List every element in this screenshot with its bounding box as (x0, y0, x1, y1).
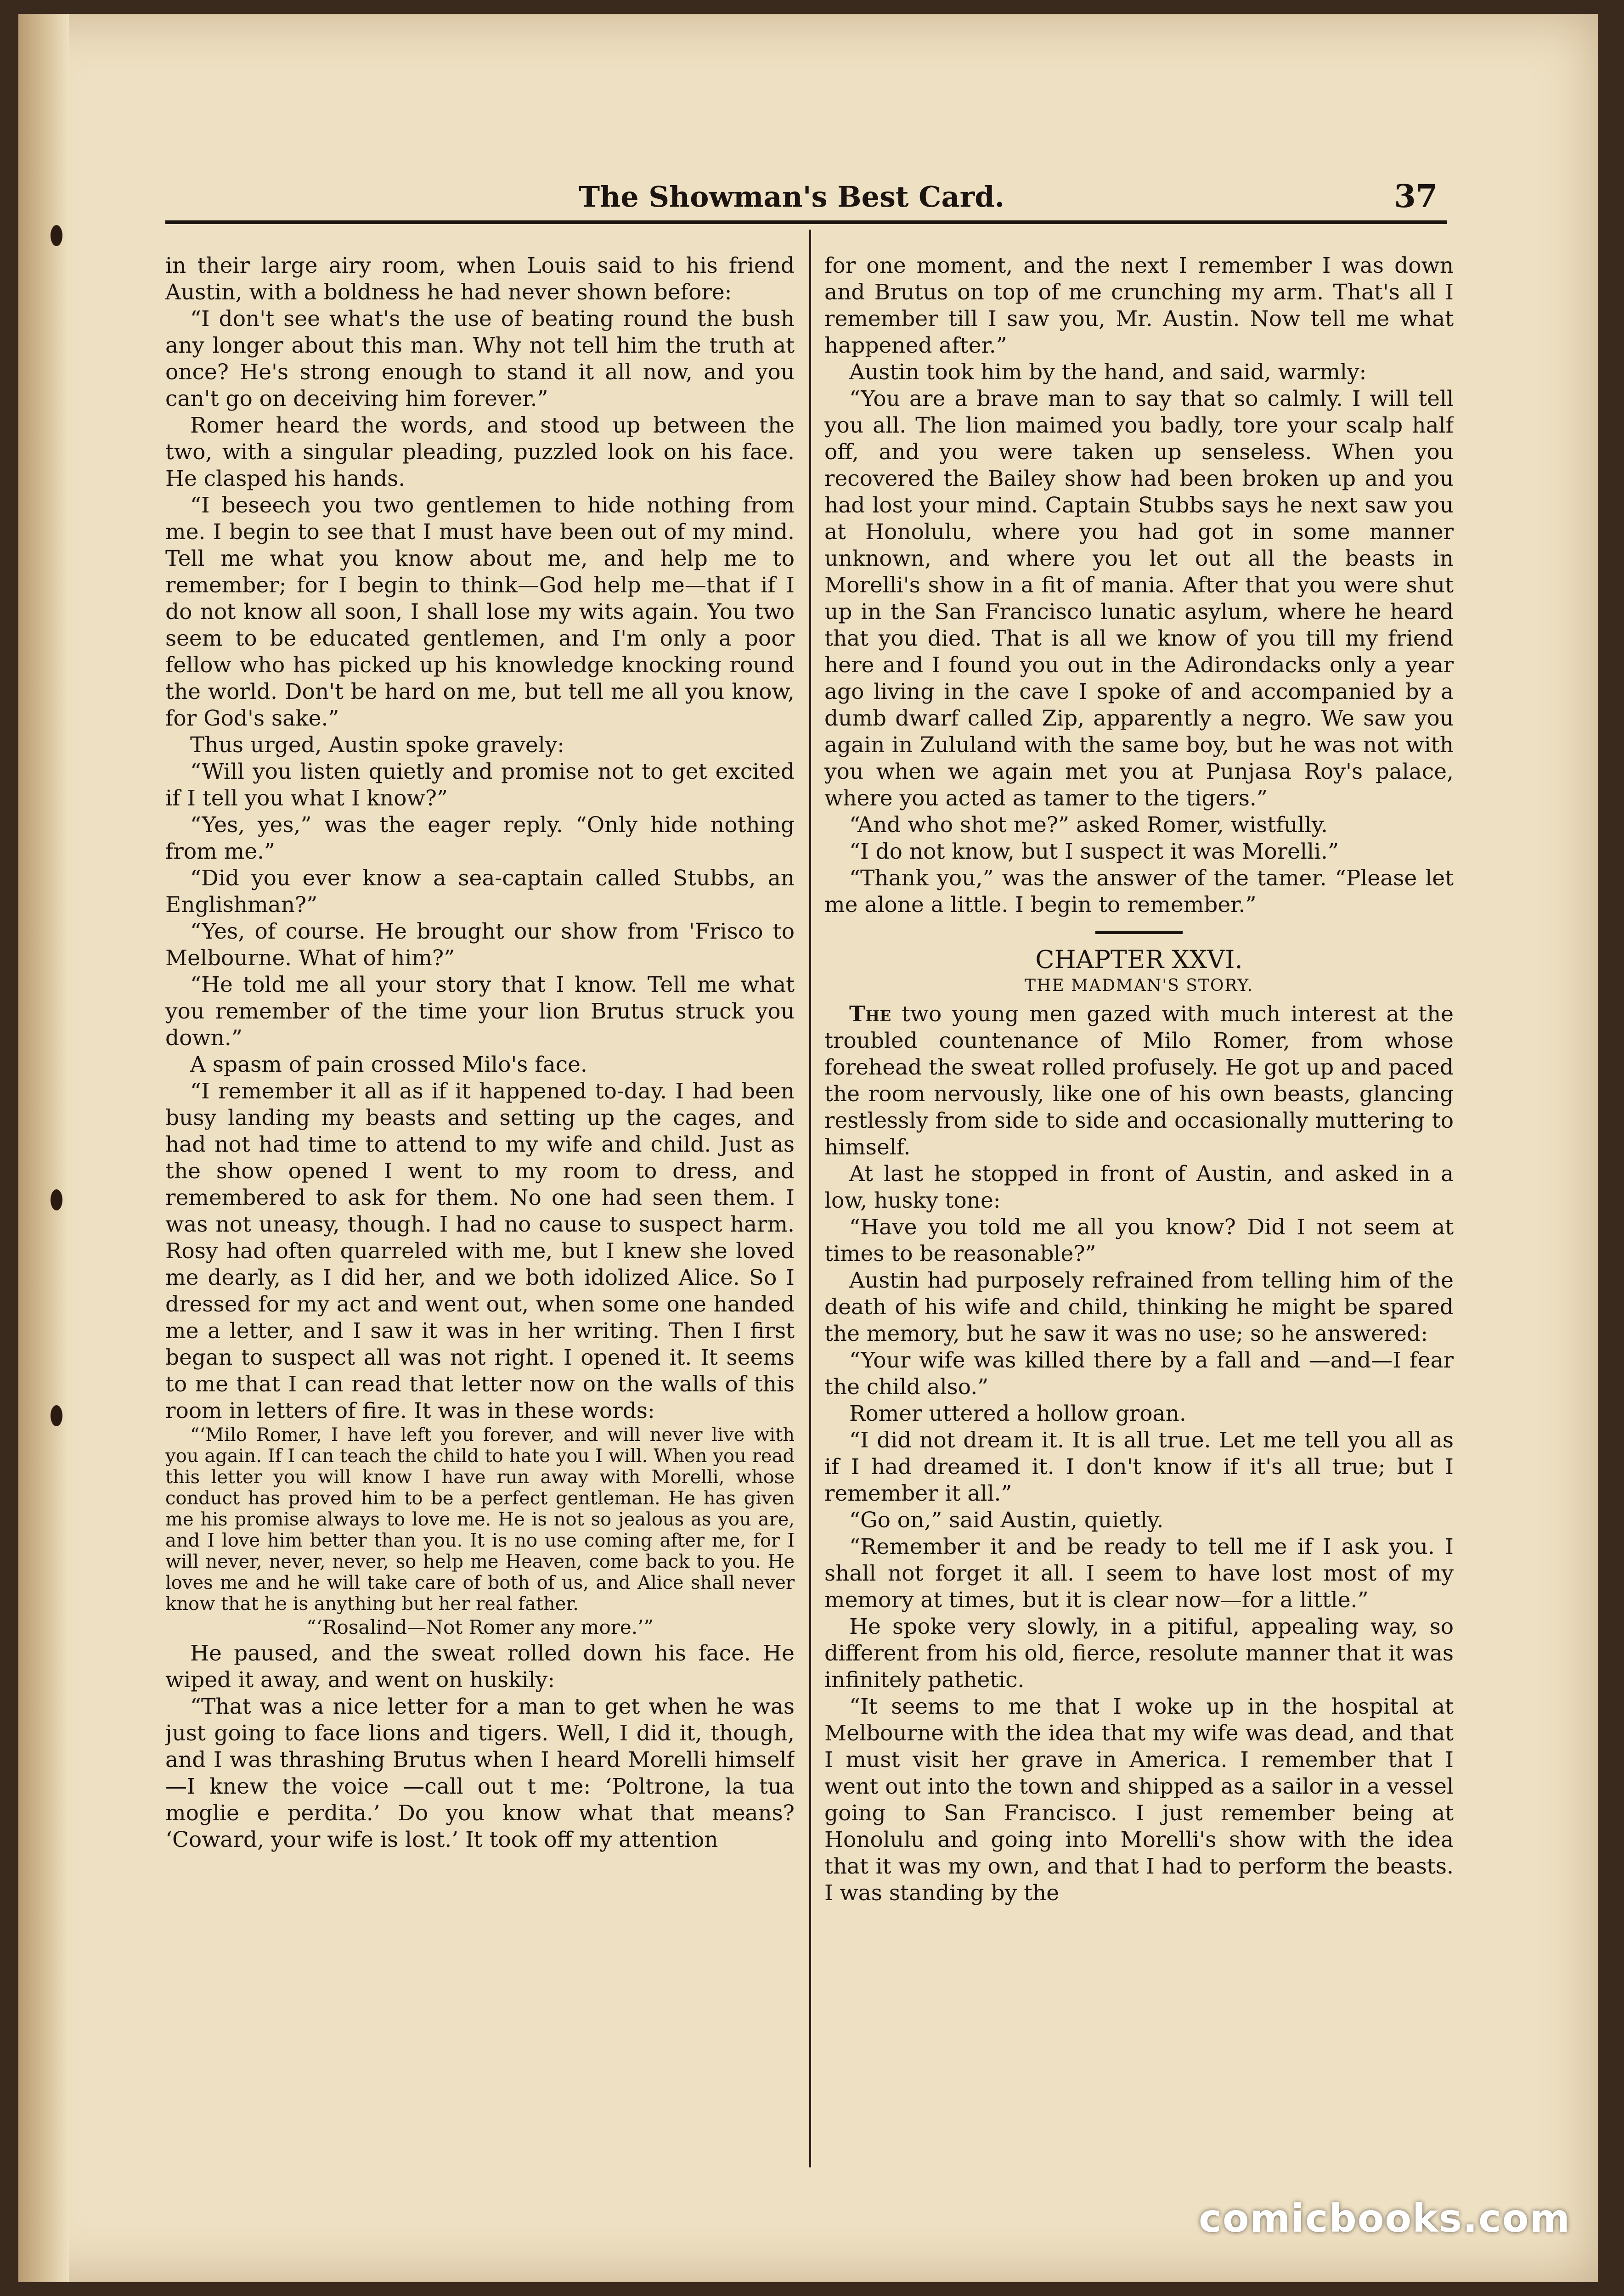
paragraph: “He told me all your story that I know. Tell me what you remember of the time your lion Brutus struck you down.” (165, 972, 795, 1051)
paragraph: “Thank you,” was the answer of the tamer. “Please let me alone a little. I begin to remember.” (824, 866, 1454, 917)
paragraph: Austin took him by the hand, and said, warmly: (849, 360, 1367, 385)
header-title: The Showman's Best Card. (579, 180, 1005, 214)
paragraph: “That was a nice letter for a man to get when he was just going to face lions and tigers. Well, I did it, though, and I was thrashing Brutus when I heard Morelli himself—I knew the voice —call out t me: ‘Poltrone, la tua moglie e perdita.’ Do you know what that means? ‘Coward, your wife is lost.’ It took off my attention (165, 1694, 795, 1852)
binding-spine (18, 14, 69, 2282)
running-header (165, 170, 1447, 224)
left-column (165, 253, 795, 2158)
binding-hole (51, 1189, 62, 1210)
paragraph: “I don't see what's the use of beating round the bush any longer about this man. Why not tell him the truth at once? He's strong enough to stand it all now, and you can't go on deceiving him forever.” (165, 306, 795, 411)
chapter-first-word: The (849, 1002, 891, 1027)
binding-hole (51, 225, 62, 246)
letter-text: “‘Milo Romer, I have left you forever, and will never live with you again. If I can teach the child to hate you I will. When you read this letter you will know I have run away with Morelli, whose conduct has proved him to be a perfect gentleman. He has given me his promise always to love me. He is not so jealous as you are, and I love him better than you. It is no use coming after me, for I will never, never, never, so help me Heaven, come back to you. He loves me and he will take care of both of us, and Alice shall never know that he is anything but her real father. (165, 1424, 795, 1615)
paragraph: “Yes, of course. He brought our show from 'Frisco to Melbourne. What of him?” (165, 919, 795, 971)
binding-hole (51, 1405, 62, 1426)
paragraph: Austin had purposely refrained from telling him of the death of his wife and child, thinking he might be spared the memory, but he saw it was no use; so he answered: (824, 1268, 1454, 1346)
paragraph: “Yes, yes,” was the eager reply. “Only hide nothing from me.” (165, 812, 795, 864)
paragraph: Romer uttered a hollow groan. (849, 1401, 1186, 1426)
watermark: comicbooks.com (1199, 2196, 1571, 2241)
page-number: 37 (1394, 178, 1438, 215)
paragraph: “Have you told me all you know? Did I not seem at times to be reasonable?” (824, 1215, 1454, 1266)
paragraph: “Did you ever know a sea-captain called Stubbs, an Englishman?” (165, 866, 795, 917)
paragraph: A spasm of pain crossed Milo's face. (190, 1052, 587, 1077)
right-column (824, 253, 1454, 2158)
paragraph: “I did not dream it. It is all true. Let me tell you all as if I had dreamed it. I don't know if it's all true; but I remember it all.” (824, 1428, 1454, 1506)
paragraph: He paused, and the sweat rolled down his face. He wiped it away, and went on huskily: (165, 1641, 795, 1693)
paragraph: “It seems to me that I woke up in the hospital at Melbourne with the idea that my wife was dead, and that I must visit her grave in America. I remember that I went out into the town and shipped as a sailor in a vessel going to San Francisco. I just remember being at Honolulu and going into Morelli's show with the idea that it was my own, and that I had to perform the beasts. I was standing by the (824, 1694, 1454, 1906)
paragraph: for one moment, and the next I remember I was down and Brutus on top of me crunching my arm. That's all I remember till I saw you, Mr. Austin. Now tell me what happened after.” (824, 253, 1454, 358)
paragraph: Romer heard the words, and stood up between the two, with a singular pleading, puzzled look on his face. He clasped his hands. (165, 413, 795, 491)
chapter-subtitle: THE MADMAN'S STORY. (1025, 976, 1253, 995)
paragraph: Thus urged, Austin spoke gravely: (190, 732, 565, 758)
paragraph: “Will you listen quietly and promise not to get excited if I tell you what I know?” (165, 759, 795, 811)
paragraph: “You are a brave man to say that so calmly. I will tell you all. The lion maimed you badly, tore your scalp half off, and you were taken up senseless. When you recovered the Bailey show had been broken up and you had lost your mind. Captain Stubbs says he next saw you at Honolulu, where you had got in some manner unknown, and where you let out all the beasts in Morelli's show in a fit of mania. After that you were shut up in the San Francisco lunatic asylum, where he heard that you died. That is all we know of you till my friend here and I found you out in the Adirondacks only a year ago living in the cave I spoke of and accompanied by a dumb dwarf called Zip, apparently a negro. We saw you again in Zululand with the same boy, but he was not with you when we again met you at Punjasa Roy's palace, where you acted as tamer to the tigers.” (824, 386, 1454, 811)
section-rule (1095, 931, 1183, 934)
chapter-opening-paragraph (824, 1001, 1454, 1161)
paragraph: “And who shot me?” asked Romer, wistfully. (849, 812, 1328, 838)
paragraph: “I remember it all as if it happened to-day. I had been busy landing my beasts and setting up the cages, and had not had time to attend to my wife and child. Just as the show opened I went to my room to dress, and remembered to ask for them. No one had seen them. I was not uneasy, though. I had no cause to suspect harm. Rosy had often quarreled with me, but I knew she loved me dearly, as I did her, and we both idolized Alice. So I dressed for my act and went out, when some one handed me a letter, and I saw it was in her writing. Then I first began to suspect all was not right. I opened it. It seems to me that I can read that letter now on the walls of this room in letters of fire. It was in these words: (165, 1079, 795, 1424)
paragraph: He spoke very slowly, in a pitiful, appealing way, so different from his old, fierce, resolute manner that it was infinitely pathetic. (824, 1614, 1454, 1693)
paragraph: in their large airy room, when Louis said to his friend Austin, with a boldness he had never shown before: (165, 253, 795, 305)
column-divider (809, 230, 811, 2167)
chapter-first-rest: two young men gazed with much interest at the troubled countenance of Milo Romer, from whose forehead the sweat rolled profusely. He got up and paced the room nervously, like one of his own beasts, glancing restlessly from side to side and occasionally muttering to himself. (824, 1002, 1454, 1160)
paragraph: “Your wife was killed there by a fall and —and—I fear the child also.” (824, 1348, 1454, 1400)
paragraph: “I beseech you two gentlemen to hide nothing from me. I begin to see that I must have been out of my mind. Tell me what you know about me, and help me to remember; for I begin to think—God help me—that if I do not know all soon, I shall lose my wits again. You two seem to be educated gentlemen, and I'm only a poor fellow who has picked up his knowledge knocking round the world. Don't be hard on me, but tell me all you know, for God's sake.” (165, 493, 795, 731)
page (18, 14, 1598, 2282)
paragraph: “Go on,” said Austin, quietly. (849, 1508, 1164, 1533)
paragraph: “I do not know, but I suspect it was Morelli.” (849, 839, 1339, 864)
paragraph: “Remember it and be ready to tell me if I ask you. I shall not forget it all. I seem to have lost most of my memory at times, but it is clear now—for a little.” (824, 1534, 1454, 1613)
chapter-heading: CHAPTER XXVI. (1035, 945, 1243, 974)
paragraph: At last he stopped in front of Austin, and asked in a low, husky tone: (824, 1161, 1454, 1213)
letter-signature: “‘Rosalind—Not Romer any more.’” (306, 1616, 654, 1638)
